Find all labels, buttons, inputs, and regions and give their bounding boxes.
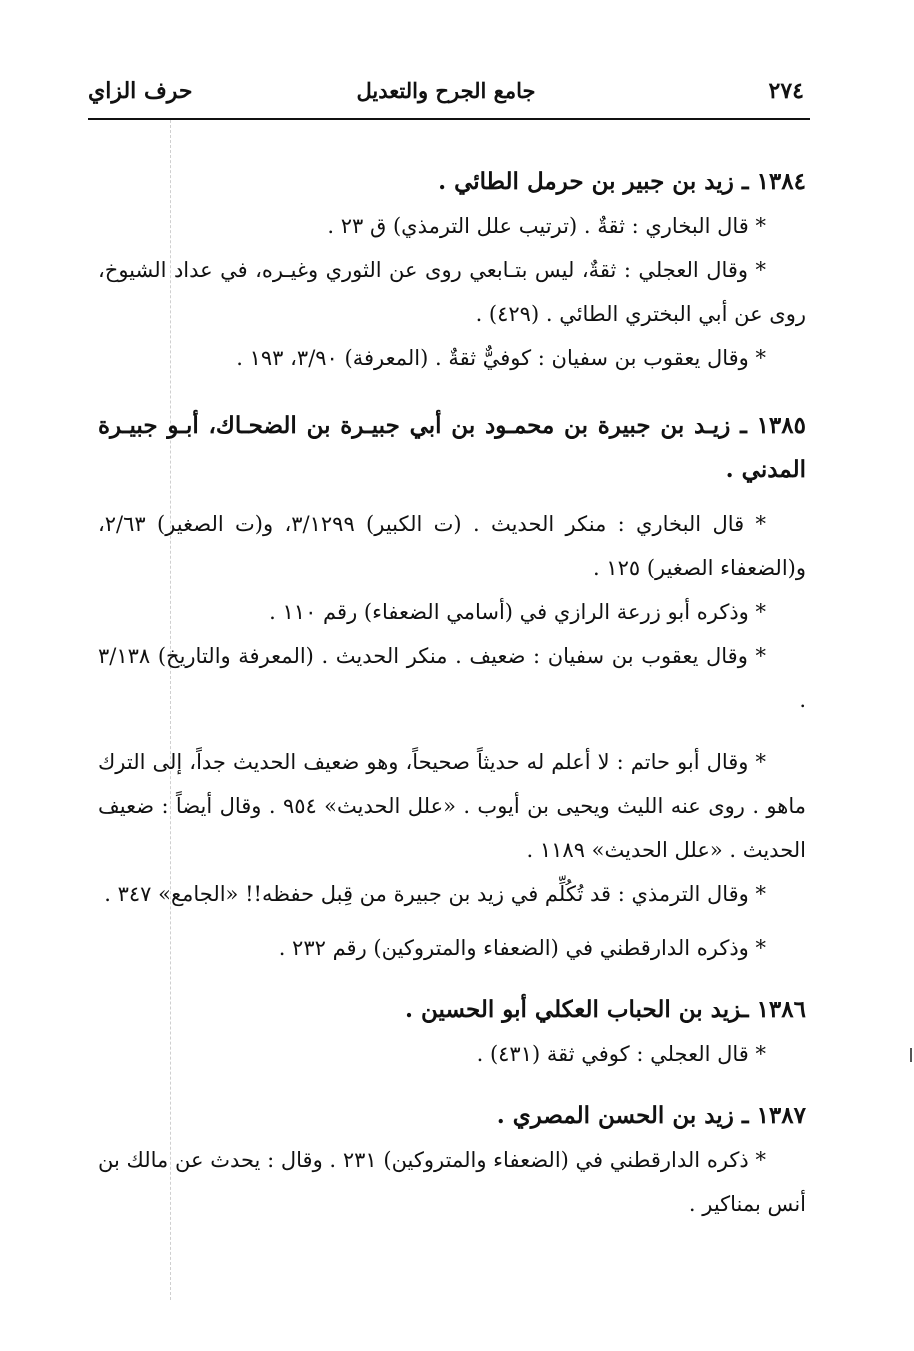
entry-1385 (98, 404, 806, 970)
entry-title: ١٣٨٥ ـ زيـد بن جبيرة بن محمـود بن أبي جبيـرة بن الضحـاك، أبـو جبيـرة المدني . (98, 412, 806, 483)
entry-paragraph: * ذكره الدارقطني في (الضعفاء والمتروكين) ٢٣١ . وقال : يحدث عن مالك بن أنس بمناكير . (98, 1148, 806, 1216)
page-body (98, 160, 806, 1226)
entry-paragraph: * وقال أبو حاتم : لا أعلم له حديثاً صحيحاً، وهو ضعيف الحديث جداً، إلى الترك ماهو . روى عنه الليث ويحيى بن أيوب . «علل الحديث» ٩٥٤ . وقال أيضاً : ضعيف الحديث . «علل الحديث» ١١٨٩ . (98, 750, 806, 862)
header-rule (88, 118, 810, 120)
entry-paragraph: * قال البخاري : منكر الحديث . (ت الكبير) ٣/١٢٩٩، و(ت الصغير) ٢/٦٣، و(الضعفاء الصغير) ١٢٥ . (98, 512, 806, 580)
entry-paragraph: * قال البخاري : ثقةٌ . (ترتيب علل الترمذي) ق ٢٣ . (327, 214, 766, 238)
page-number: ٢٧٤ (768, 78, 804, 104)
page-header (88, 74, 804, 114)
entry-paragraph: * وقال الترمذي : قد تُكُلِّم في زيد بن جبيرة من قِبل حفظه!! «الجامع» ٣٤٧ . (104, 882, 766, 906)
entry-paragraph: * وقال العجلي : ثقةٌ، ليس بتـابعي روى عن الثوري وغيـره، في عداد الشيوخ، روى عن أبي البختري الطائي . (٤٢٩) . (98, 258, 806, 326)
entry-paragraph: * قال العجلي : كوفي ثقة (٤٣١) . (476, 1042, 766, 1066)
running-title: جامع الجرح والتعديل (356, 78, 536, 103)
entry-1387 (98, 1094, 806, 1226)
entry-1384 (98, 160, 806, 380)
entry-1386 (98, 988, 806, 1076)
chapter-title: حرف الزاي (88, 78, 193, 104)
entry-paragraph: * وذكره الدارقطني في (الضعفاء والمتروكين) رقم ٢٣٢ . (278, 936, 766, 960)
entry-title: ١٣٨٧ ـ زيد بن الحسن المصري . (496, 1102, 806, 1129)
entry-paragraph: * وقال يعقوب بن سفيان : ضعيف . منكر الحديث . (المعرفة والتاريخ) ٣/١٣٨ . (98, 644, 806, 712)
entry-title: ١٣٨٦ ـزيد بن الحباب العكلي أبو الحسين . (404, 996, 806, 1023)
entry-title: ١٣٨٤ ـ زيد بن جبير بن حرمل الطائي . (438, 168, 806, 195)
margin-scan-mark (910, 1048, 912, 1062)
entry-paragraph: * وقال يعقوب بن سفيان : كوفيٌّ ثقةٌ . (المعرفة) ٣/٩٠، ١٩٣ . (236, 346, 766, 370)
entry-paragraph: * وذكره أبو زرعة الرازي في (أسامي الضعفاء) رقم ١١٠ . (269, 600, 766, 624)
